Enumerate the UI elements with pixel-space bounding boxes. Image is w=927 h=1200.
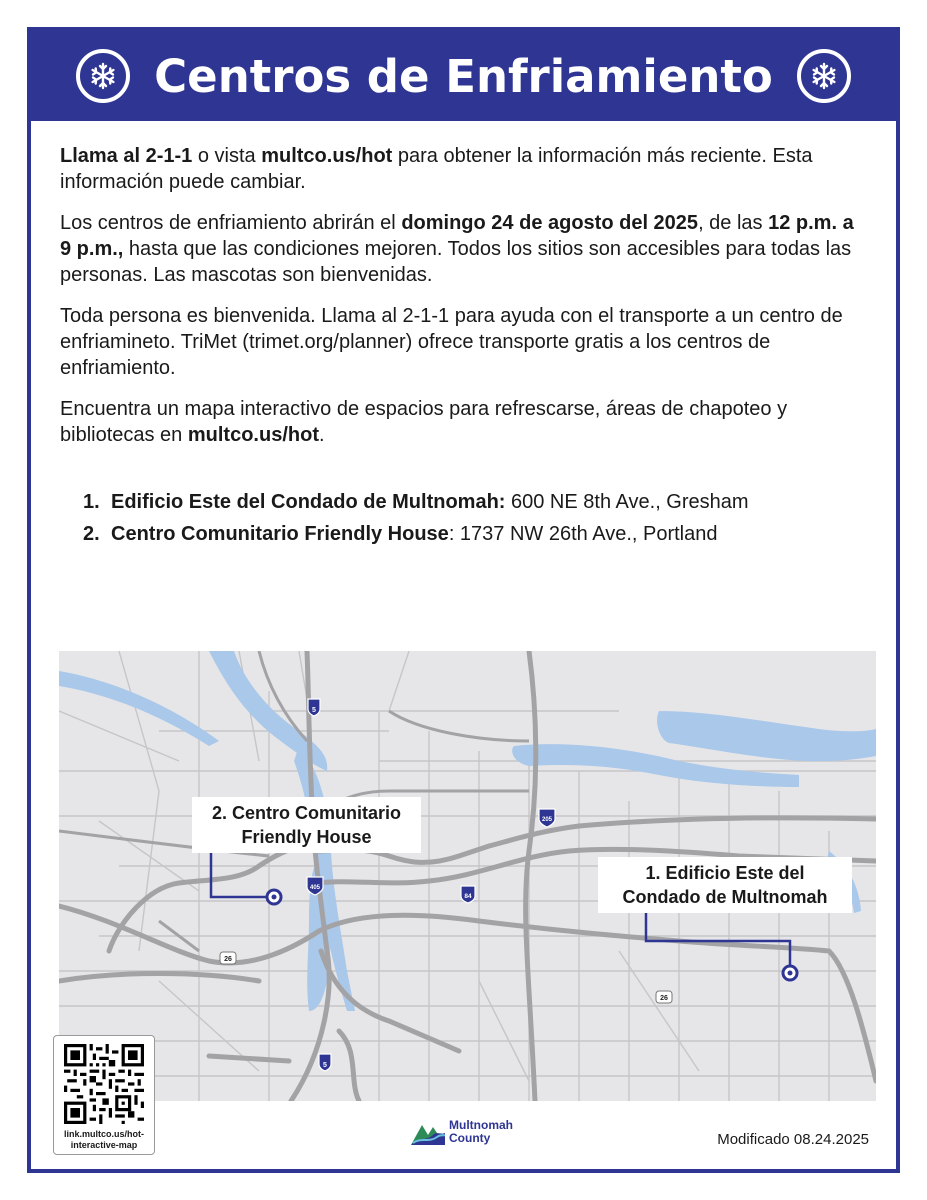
list-number: 1. — [83, 491, 100, 513]
i205-shield — [539, 809, 555, 827]
cooling-center-map[interactable] — [59, 651, 876, 1101]
open-hours: 12 p.m. a 9 p.m., — [60, 212, 854, 260]
map-label-east-building — [598, 857, 852, 913]
open-date: domingo 24 de agosto del 2025 — [401, 212, 699, 234]
logo-text — [449, 1119, 513, 1145]
rivers — [59, 651, 876, 1011]
paragraph-transport — [60, 303, 870, 381]
website-link[interactable]: multco.us/hot — [261, 145, 393, 167]
location-address: 600 NE 8th Ave., Gresham — [505, 491, 749, 513]
text-span: hasta que las condiciones mejoren. Todos los sitios son accesibles para todas las personas. Las mascotas son bienvenidas. — [60, 238, 852, 286]
text-span: Encuentra un mapa interactivo de espacios para refrescarse, áreas de chapoteo y bibliotecas en — [60, 398, 788, 446]
shield-label: 26 — [660, 995, 668, 1002]
text-span: para obtener la información más reciente. Esta información puede cambiar. — [60, 145, 813, 193]
location-address: : 1737 NW 26th Ave., Portland — [448, 523, 718, 545]
i405-shield — [307, 877, 323, 895]
map-label-line: 1. Edificio Este del — [645, 863, 805, 883]
paragraph-contact — [60, 143, 870, 195]
location-marker-1 — [783, 966, 797, 980]
shield-label: 5 — [312, 707, 316, 714]
text-span: o vista — [192, 145, 262, 167]
qr-code[interactable] — [53, 1035, 155, 1155]
text-span: Los centros de enfriamiento abrirán el — [60, 212, 402, 234]
location-name: Edificio Este del Condado de Multnomah: — [111, 491, 506, 513]
mountain-logo-icon — [411, 1117, 445, 1147]
logo-line: County — [449, 1131, 491, 1145]
page-title: Centros de Enfriamiento — [154, 49, 773, 103]
i5-south-shield — [319, 1054, 331, 1071]
location-list — [83, 486, 873, 550]
website-link[interactable]: multco.us/hot — [187, 424, 319, 446]
phone-number: Llama al 2-1-1 — [60, 145, 193, 167]
shield-label: 26 — [224, 956, 232, 963]
i5-north-shield — [308, 699, 320, 716]
modified-date: Modificado 08.24.2025 — [717, 1131, 869, 1148]
us26-east-shield — [656, 991, 672, 1003]
paragraph-schedule — [60, 210, 870, 288]
qr-code-image — [64, 1044, 144, 1124]
location-marker-2 — [267, 890, 281, 904]
paragraph-map-info — [60, 396, 870, 448]
snowflake-icon — [76, 49, 130, 103]
text-span: Toda persona es bienvenida. Llama al 2-1-1 para ayuda con el transporte a un centro de enfriamineto. TriMet (trimet.org/planner) ofrece transporte gratis a los centros de enfriamiento. — [60, 305, 843, 379]
shield-label: 205 — [541, 817, 553, 823]
flyer-frame — [27, 27, 900, 1173]
snowflake-icon — [797, 49, 851, 103]
list-number: 2. — [83, 523, 100, 545]
map-label-line: Condado de Multnomah — [622, 887, 828, 907]
text-span: . — [318, 424, 325, 446]
map-label-line: Friendly House — [241, 827, 372, 847]
logo-line: Multnomah — [449, 1118, 513, 1132]
multnomah-county-logo — [411, 1117, 513, 1147]
info-text — [60, 143, 870, 463]
shield-label: 405 — [309, 885, 321, 891]
location-name: Centro Comunitario Friendly House — [111, 523, 449, 545]
shield-label: 5 — [323, 1062, 327, 1069]
map-label-line: 2. Centro Comunitario — [211, 803, 401, 823]
header-banner — [31, 31, 896, 121]
qr-caption: link.multco.us/hot-interactive-map — [64, 1129, 144, 1150]
shield-label: 84 — [464, 893, 472, 900]
list-item — [83, 518, 873, 550]
i84-shield — [461, 886, 475, 903]
us26-west-shield — [220, 952, 236, 964]
list-item — [83, 486, 873, 518]
map-label-friendly-house — [192, 797, 421, 853]
text-span: , de las — [698, 212, 769, 234]
